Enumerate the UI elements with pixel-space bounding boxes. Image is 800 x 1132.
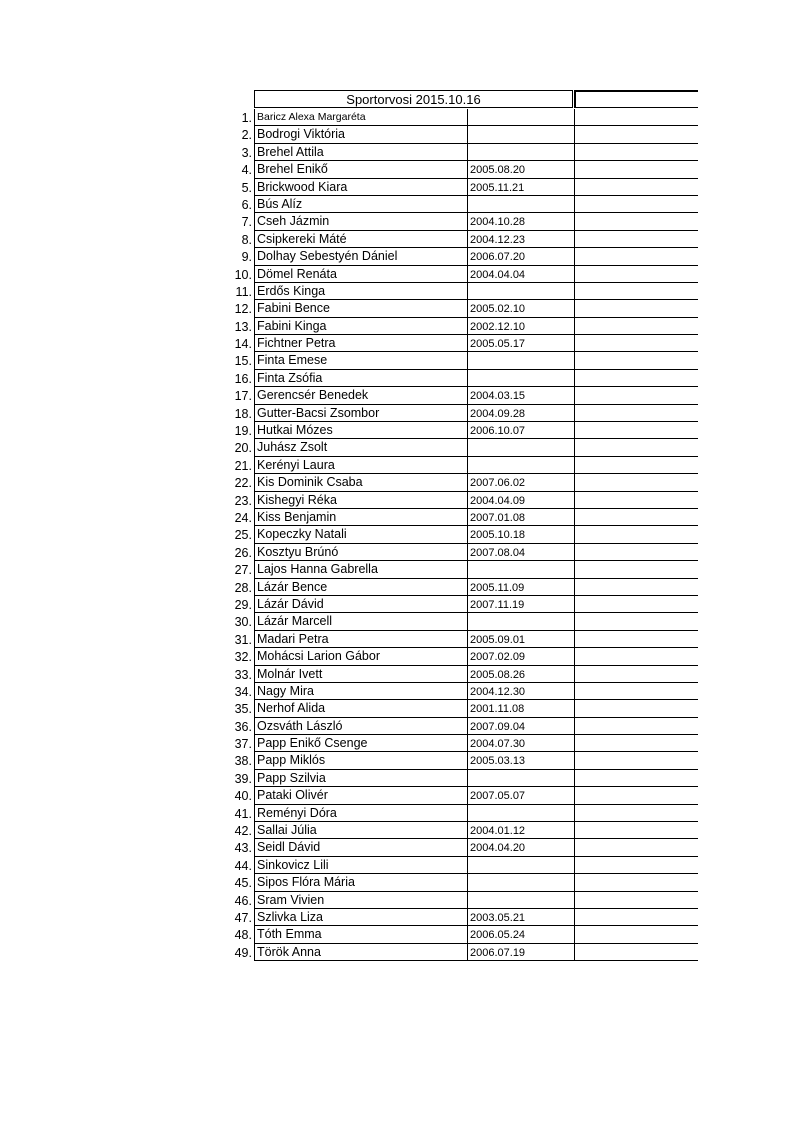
extra-cell [574, 439, 698, 456]
name-cell: Kosztyu Brúnó [254, 544, 467, 561]
row-number: 24. [234, 510, 252, 525]
name-cell: Szlivka Liza [254, 909, 467, 926]
date-cell [467, 805, 574, 822]
extra-cell [574, 613, 698, 630]
name-cell: Brehel Attila [254, 144, 467, 161]
date-cell: 2004.03.15 [467, 387, 574, 404]
name-cell: Finta Emese [254, 352, 467, 369]
row-number: 31. [234, 632, 252, 647]
extra-header-cell [574, 90, 698, 108]
date-cell: 2007.01.08 [467, 509, 574, 526]
extra-cell [574, 839, 698, 856]
table-row [228, 666, 698, 683]
extra-cell [574, 822, 698, 839]
name-cell: Papp Enikő Csenge [254, 735, 467, 752]
row-number: 33. [234, 667, 252, 682]
date-cell: 2007.08.04 [467, 544, 574, 561]
table-row [228, 387, 698, 404]
date-cell: 2002.12.10 [467, 318, 574, 335]
name-cell: Sram Vivien [254, 892, 467, 909]
date-cell: 2004.04.20 [467, 839, 574, 856]
date-cell [467, 874, 574, 891]
extra-cell [574, 944, 698, 961]
name-cell: Kis Dominik Csaba [254, 474, 467, 491]
table-row [228, 266, 698, 283]
table-row [228, 248, 698, 265]
date-cell [467, 561, 574, 578]
name-cell: Sallai Júlia [254, 822, 467, 839]
table-row [228, 561, 698, 578]
name-cell: Gerencsér Benedek [254, 387, 467, 404]
roster-table [228, 90, 698, 961]
extra-cell [574, 509, 698, 526]
extra-cell [574, 335, 698, 352]
row-number: 15. [234, 354, 252, 369]
row-number: 29. [234, 597, 252, 612]
extra-cell [574, 161, 698, 178]
table-row [228, 579, 698, 596]
table-row [228, 196, 698, 213]
table-row [228, 213, 698, 230]
table-body [228, 109, 698, 961]
row-number: 25. [234, 528, 252, 543]
extra-cell [574, 213, 698, 230]
table-row [228, 526, 698, 543]
date-cell: 2005.09.01 [467, 631, 574, 648]
extra-cell [574, 874, 698, 891]
name-cell: Pataki Olivér [254, 787, 467, 804]
table-row [228, 839, 698, 856]
name-cell: Papp Miklós [254, 752, 467, 769]
table-row [228, 335, 698, 352]
extra-cell [574, 683, 698, 700]
extra-cell [574, 892, 698, 909]
row-number: 49. [234, 945, 252, 960]
extra-cell [574, 387, 698, 404]
extra-cell [574, 179, 698, 196]
row-number: 21. [234, 458, 252, 473]
extra-cell [574, 126, 698, 143]
date-cell [467, 439, 574, 456]
extra-cell [574, 718, 698, 735]
table-row [228, 805, 698, 822]
table-row [228, 126, 698, 143]
table-row [228, 300, 698, 317]
row-number: 11. [235, 284, 252, 299]
table-row [228, 318, 698, 335]
date-cell [467, 352, 574, 369]
extra-cell [574, 666, 698, 683]
name-cell: Erdős Kinga [254, 283, 467, 300]
table-row [228, 683, 698, 700]
table-row [228, 700, 698, 717]
extra-cell [574, 805, 698, 822]
date-cell: 2007.09.04 [467, 718, 574, 735]
name-cell: Fichtner Petra [254, 335, 467, 352]
table-row [228, 892, 698, 909]
name-cell: Fabini Kinga [254, 318, 467, 335]
extra-cell [574, 857, 698, 874]
table-row [228, 422, 698, 439]
row-number: 36. [234, 719, 252, 734]
name-cell: Hutkai Mózes [254, 422, 467, 439]
row-number: 8. [241, 232, 252, 247]
extra-cell [574, 457, 698, 474]
extra-cell [574, 474, 698, 491]
name-cell: Lázár Marcell [254, 613, 467, 630]
name-cell: Ozsváth László [254, 718, 467, 735]
date-cell [467, 109, 574, 126]
table-row [228, 370, 698, 387]
row-number: 23. [234, 493, 252, 508]
table-row [228, 457, 698, 474]
extra-cell [574, 109, 698, 126]
name-cell: Kiss Benjamin [254, 509, 467, 526]
row-number: 16. [234, 371, 252, 386]
extra-cell [574, 631, 698, 648]
row-number: 37. [234, 737, 252, 752]
name-cell: Kishegyi Réka [254, 492, 467, 509]
row-number: 34. [234, 684, 252, 699]
name-cell: Madari Petra [254, 631, 467, 648]
date-cell: 2005.05.17 [467, 335, 574, 352]
date-cell: 2005.02.10 [467, 300, 574, 317]
row-number: 39. [234, 771, 252, 786]
date-cell [467, 283, 574, 300]
row-number: 10. [234, 267, 252, 282]
date-cell: 2004.12.30 [467, 683, 574, 700]
table-row [228, 718, 698, 735]
extra-cell [574, 231, 698, 248]
row-number: 42. [234, 824, 252, 839]
name-cell: Juhász Zsolt [254, 439, 467, 456]
table-row [228, 509, 698, 526]
table-row [228, 787, 698, 804]
name-cell: Bodrogi Viktória [254, 126, 467, 143]
name-cell: Sinkovicz Lili [254, 857, 467, 874]
extra-cell [574, 318, 698, 335]
date-cell [467, 196, 574, 213]
date-cell: 2004.12.23 [467, 231, 574, 248]
date-cell [467, 457, 574, 474]
table-row [228, 822, 698, 839]
extra-cell [574, 752, 698, 769]
date-cell: 2005.08.20 [467, 161, 574, 178]
name-cell: Gutter-Bacsi Zsombor [254, 405, 467, 422]
table-row [228, 352, 698, 369]
name-cell: Molnár Ivett [254, 666, 467, 683]
name-cell: Nerhof Alida [254, 700, 467, 717]
name-cell: Nagy Mira [254, 683, 467, 700]
date-cell: 2005.11.09 [467, 579, 574, 596]
table-row [228, 161, 698, 178]
name-cell: Fabini Bence [254, 300, 467, 317]
name-cell: Lajos Hanna Gabrella [254, 561, 467, 578]
name-cell: Papp Szilvia [254, 770, 467, 787]
extra-cell [574, 352, 698, 369]
table-row [228, 648, 698, 665]
extra-cell [574, 648, 698, 665]
table-row [228, 439, 698, 456]
row-number: 19. [234, 424, 252, 439]
table-row [228, 179, 698, 196]
table-title-row [228, 90, 698, 109]
row-number: 30. [234, 615, 252, 630]
date-cell: 2004.04.04 [467, 266, 574, 283]
row-number: 41. [234, 806, 252, 821]
date-cell [467, 770, 574, 787]
date-cell [467, 892, 574, 909]
extra-cell [574, 700, 698, 717]
extra-cell [574, 144, 698, 161]
name-cell: Lázár Dávid [254, 596, 467, 613]
table-title: Sportorvosi 2015.10.16 [254, 90, 573, 108]
extra-cell [574, 735, 698, 752]
date-cell: 2004.01.12 [467, 822, 574, 839]
row-number: 44. [234, 858, 252, 873]
row-number: 13. [234, 319, 252, 334]
extra-cell [574, 405, 698, 422]
extra-cell [574, 422, 698, 439]
name-cell: Finta Zsófia [254, 370, 467, 387]
row-number: 2. [241, 128, 252, 143]
name-cell: Kopeczky Natali [254, 526, 467, 543]
row-number: 18. [234, 406, 252, 421]
row-number: 12. [234, 302, 252, 317]
name-cell: Brickwood Kiara [254, 179, 467, 196]
row-number: 14. [234, 337, 252, 352]
name-cell: Dömel Renáta [254, 266, 467, 283]
row-number: 22. [234, 476, 252, 491]
table-row [228, 909, 698, 926]
name-cell: Baricz Alexa Margaréta [254, 109, 467, 126]
table-row [228, 492, 698, 509]
name-cell: Csipkereki Máté [254, 231, 467, 248]
table-row [228, 596, 698, 613]
date-cell: 2007.02.09 [467, 648, 574, 665]
extra-cell [574, 544, 698, 561]
date-cell: 2003.05.21 [467, 909, 574, 926]
name-cell: Mohácsi Larion Gábor [254, 648, 467, 665]
date-cell: 2007.05.07 [467, 787, 574, 804]
date-cell [467, 613, 574, 630]
extra-cell [574, 196, 698, 213]
table-row [228, 770, 698, 787]
extra-cell [574, 370, 698, 387]
row-number: 47. [234, 910, 252, 925]
row-number: 9. [241, 250, 252, 265]
extra-cell [574, 561, 698, 578]
table-row [228, 752, 698, 769]
name-cell: Reményi Dóra [254, 805, 467, 822]
extra-cell [574, 300, 698, 317]
extra-cell [574, 579, 698, 596]
table-row [228, 735, 698, 752]
row-number: 27. [234, 563, 252, 578]
date-cell: 2005.08.26 [467, 666, 574, 683]
row-number: 45. [234, 876, 252, 891]
row-number: 40. [234, 789, 252, 804]
table-row [228, 544, 698, 561]
row-number: 17. [234, 389, 252, 404]
date-cell: 2007.11.19 [467, 596, 574, 613]
table-row [228, 109, 698, 126]
name-cell: Tóth Emma [254, 926, 467, 943]
extra-cell [574, 770, 698, 787]
date-cell: 2004.09.28 [467, 405, 574, 422]
date-cell: 2004.07.30 [467, 735, 574, 752]
row-number: 1. [241, 111, 252, 125]
table-row [228, 231, 698, 248]
table-row [228, 405, 698, 422]
table-row [228, 613, 698, 630]
extra-cell [574, 266, 698, 283]
extra-cell [574, 283, 698, 300]
row-number: 38. [234, 754, 252, 769]
name-cell: Lázár Bence [254, 579, 467, 596]
date-cell [467, 126, 574, 143]
date-cell: 2004.04.09 [467, 492, 574, 509]
date-cell [467, 857, 574, 874]
row-number: 43. [234, 841, 252, 856]
table-row [228, 474, 698, 491]
table-row [228, 631, 698, 648]
row-number: 46. [234, 893, 252, 908]
table-row [228, 874, 698, 891]
date-cell: 2007.06.02 [467, 474, 574, 491]
name-cell: Kerényi Laura [254, 457, 467, 474]
extra-cell [574, 926, 698, 943]
date-cell [467, 144, 574, 161]
name-cell: Dolhay Sebestyén Dániel [254, 248, 467, 265]
extra-cell [574, 526, 698, 543]
name-cell: Seidl Dávid [254, 839, 467, 856]
table-row [228, 283, 698, 300]
row-number: 4. [241, 163, 252, 178]
name-cell: Török Anna [254, 944, 467, 961]
date-cell: 2006.05.24 [467, 926, 574, 943]
date-cell: 2005.11.21 [467, 179, 574, 196]
name-cell: Brehel Enikő [254, 161, 467, 178]
date-cell: 2006.07.19 [467, 944, 574, 961]
row-number: 3. [241, 145, 252, 160]
table-row [228, 926, 698, 943]
date-cell: 2001.11.08 [467, 700, 574, 717]
name-cell: Cseh Jázmin [254, 213, 467, 230]
date-cell [467, 370, 574, 387]
row-number: 7. [241, 215, 252, 230]
row-number: 32. [234, 650, 252, 665]
extra-cell [574, 248, 698, 265]
row-number: 26. [234, 545, 252, 560]
extra-cell [574, 787, 698, 804]
row-number: 28. [234, 580, 252, 595]
row-number: 20. [234, 441, 252, 456]
row-number: 48. [234, 928, 252, 943]
date-cell: 2004.10.28 [467, 213, 574, 230]
row-number: 5. [241, 180, 252, 195]
row-number: 6. [241, 197, 252, 212]
table-row [228, 944, 698, 961]
extra-cell [574, 596, 698, 613]
date-cell: 2006.07.20 [467, 248, 574, 265]
date-cell: 2005.03.13 [467, 752, 574, 769]
name-cell: Bús Alíz [254, 196, 467, 213]
table-row [228, 857, 698, 874]
date-cell: 2005.10.18 [467, 526, 574, 543]
table-row [228, 144, 698, 161]
name-cell: Sipos Flóra Mária [254, 874, 467, 891]
date-cell: 2006.10.07 [467, 422, 574, 439]
extra-cell [574, 909, 698, 926]
row-number: 35. [234, 702, 252, 717]
extra-cell [574, 492, 698, 509]
